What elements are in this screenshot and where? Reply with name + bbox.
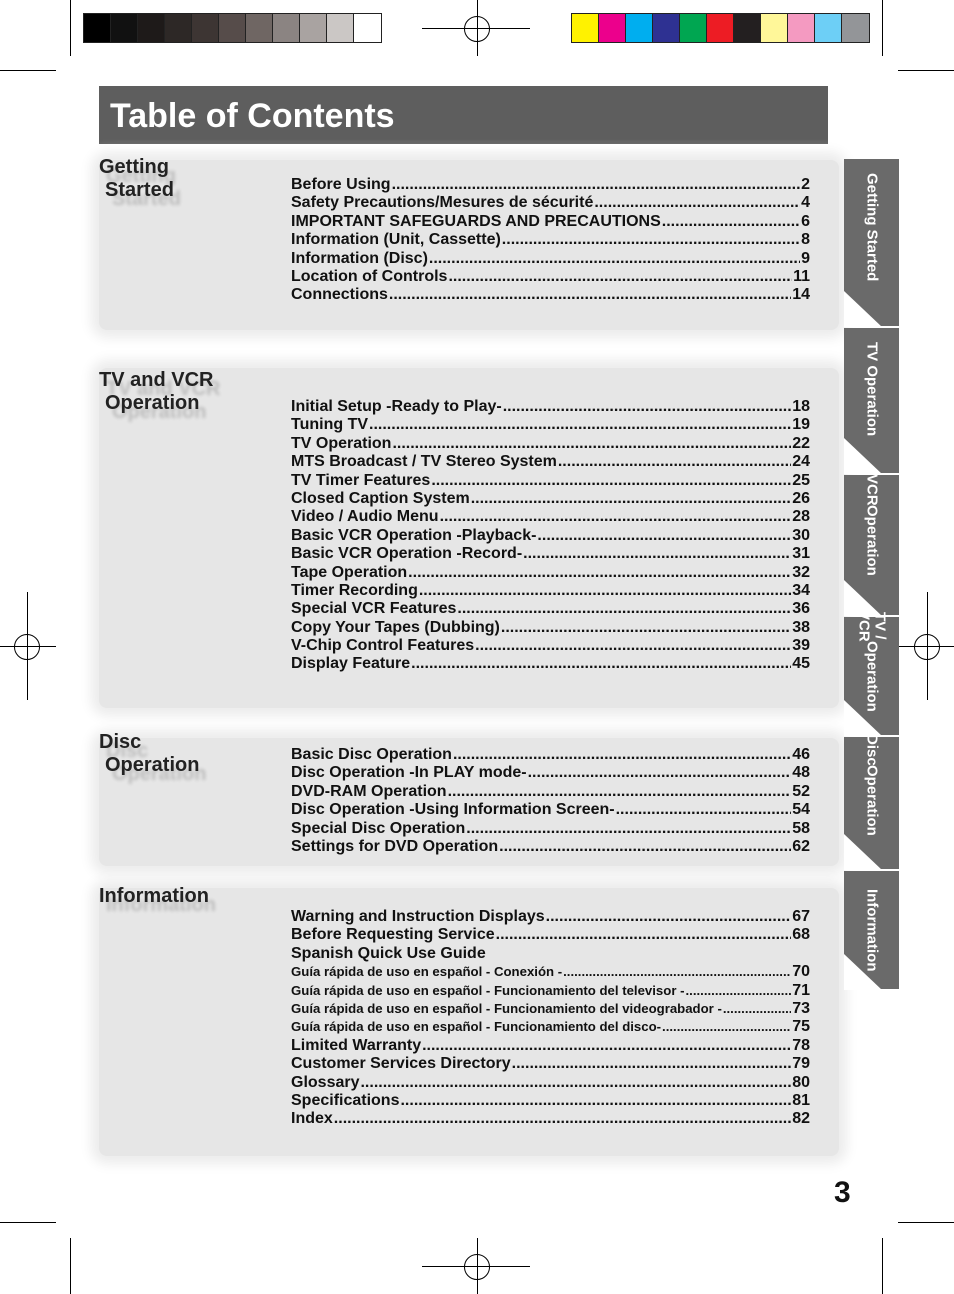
dot-leader	[457, 600, 791, 618]
toc-entry[interactable]	[291, 286, 810, 304]
toc-entry-label: IMPORTANT SAFEGUARDS AND PRECAUTIONS	[291, 212, 661, 230]
color-swatch	[707, 14, 734, 42]
toc-entry-page: 11	[793, 267, 810, 285]
toc-entry-page: 28	[792, 508, 810, 526]
dot-leader	[503, 398, 792, 416]
toc-entry-page: 67	[792, 908, 810, 925]
color-swatch	[165, 14, 192, 42]
section-title-tv-vcr-operation: TV and VCR Operation	[99, 369, 214, 414]
toc-entry-label: Guía rápida de uso en español - Funcionamiento del videograbador -	[291, 1000, 722, 1016]
toc-entry[interactable]	[291, 194, 810, 212]
crop-mark	[882, 1238, 883, 1294]
toc-entry-label: Copy Your Tapes (Dubbing)	[291, 618, 500, 636]
dot-leader	[411, 655, 791, 673]
toc-entry-label: Timer Recording	[291, 581, 418, 599]
color-swatch	[734, 14, 761, 42]
toc-entry-page: 9	[801, 249, 810, 267]
toc-entry-label: Before Requesting Service	[291, 926, 495, 944]
dot-leader	[616, 801, 792, 819]
toc-entry[interactable]	[291, 637, 810, 655]
dot-leader	[392, 176, 801, 194]
toc-entry-page: 32	[792, 563, 810, 581]
toc-list-disc-operation	[291, 746, 810, 856]
toc-entry-label: Closed Caption System	[291, 489, 470, 507]
color-swatch	[599, 14, 626, 42]
toc-entry-label: Information (Disc)	[291, 249, 428, 267]
toc-entry[interactable]	[291, 945, 810, 963]
color-swatch	[354, 14, 381, 42]
tab-getting-started[interactable]: Getting Started	[844, 159, 899, 326]
toc-entry-label: Display Feature	[291, 655, 411, 673]
crop-mark	[70, 1238, 71, 1294]
toc-entry-page: 71	[792, 981, 810, 999]
tab-tv-operation[interactable]: TV Operation	[844, 328, 899, 473]
toc-entry-label: Disc Operation -In PLAY mode-	[291, 764, 527, 782]
dot-leader	[392, 435, 791, 453]
toc-entry-page: 22	[792, 434, 810, 452]
toc-entry-page: 39	[792, 637, 810, 655]
toc-entry[interactable]	[291, 820, 810, 838]
toc-entry[interactable]	[291, 545, 810, 563]
dot-leader	[360, 1074, 791, 1092]
dot-leader	[662, 1018, 791, 1036]
dot-leader	[440, 508, 792, 526]
toc-entry-label: Special VCR Features	[291, 600, 457, 618]
toc-entry-label: Tuning TV	[291, 416, 369, 434]
section-title-information: Information	[99, 885, 209, 907]
toc-entry-page: 8	[801, 231, 810, 249]
dot-leader	[501, 619, 791, 637]
toc-entry[interactable]	[291, 908, 810, 926]
toc-entry[interactable]	[291, 838, 810, 856]
toc-list-information	[291, 908, 810, 1129]
toc-entry[interactable]	[291, 453, 810, 471]
color-swatch	[653, 14, 680, 42]
toc-entry[interactable]	[291, 176, 810, 194]
crop-mark	[898, 1222, 954, 1223]
crop-mark	[882, 0, 883, 56]
toc-entry-page: 34	[792, 581, 810, 599]
toc-entry-label: Tape Operation	[291, 563, 408, 581]
toc-entry[interactable]	[291, 1018, 810, 1036]
color-calibration-bar	[571, 13, 870, 43]
toc-entry-page: 58	[792, 819, 810, 837]
dot-leader	[389, 286, 791, 304]
tab-vcr-operation[interactable]: VCR Operation	[844, 475, 899, 615]
toc-entry[interactable]	[291, 801, 810, 819]
dot-leader	[537, 527, 791, 545]
grayscale-calibration-bar	[83, 13, 382, 43]
dot-leader	[499, 838, 791, 856]
toc-entry[interactable]	[291, 1092, 810, 1110]
toc-entry-page: 75	[792, 1018, 810, 1036]
toc-entry[interactable]	[291, 1110, 810, 1128]
dot-leader	[523, 545, 791, 563]
toc-entry[interactable]	[291, 1000, 810, 1018]
dot-leader	[502, 231, 800, 249]
toc-entry[interactable]	[291, 527, 810, 545]
color-swatch	[192, 14, 219, 42]
dot-leader	[369, 416, 791, 434]
toc-entry[interactable]	[291, 764, 810, 782]
toc-entry[interactable]	[291, 564, 810, 582]
toc-entry-label: Guía rápida de uso en español - Funcionamiento del televisor -	[291, 982, 685, 998]
toc-entry-page: 78	[792, 1036, 810, 1054]
color-swatch	[327, 14, 354, 42]
toc-entry-label: Basic VCR Operation -Playback-	[291, 526, 537, 544]
color-swatch	[626, 14, 653, 42]
toc-entry[interactable]	[291, 963, 810, 981]
toc-entry-label: Connections	[291, 286, 388, 304]
toc-entry-page: 26	[792, 489, 810, 507]
toc-entry-label: Basic VCR Operation -Record-	[291, 545, 523, 563]
dot-leader	[686, 982, 792, 1000]
toc-entry[interactable]	[291, 231, 810, 249]
toc-entry[interactable]	[291, 213, 810, 231]
toc-entry-label: Glossary	[291, 1073, 360, 1091]
toc-entry[interactable]	[291, 926, 810, 944]
toc-entry-label: Before Using	[291, 176, 391, 193]
toc-entry[interactable]	[291, 1037, 810, 1055]
tab-tv-vcr-operation[interactable]: TV / VCR Operation	[844, 617, 899, 735]
toc-entry-page: 6	[801, 212, 810, 230]
dot-leader	[453, 746, 791, 764]
toc-entry-label: Information (Unit, Cassette)	[291, 231, 501, 249]
toc-entry[interactable]	[291, 268, 810, 286]
color-swatch	[761, 14, 788, 42]
dot-leader	[723, 1000, 791, 1018]
toc-entry-label: Basic Disc Operation	[291, 746, 452, 763]
toc-entry[interactable]	[291, 1074, 810, 1092]
toc-entry-page: 54	[792, 801, 810, 819]
crop-mark	[0, 70, 56, 71]
crop-mark	[898, 70, 954, 71]
tab-information[interactable]: Information	[844, 871, 899, 989]
toc-entry[interactable]	[291, 655, 810, 673]
page-number: 3	[834, 1176, 851, 1209]
color-swatch	[219, 14, 246, 42]
toc-entry-page: 70	[792, 963, 810, 981]
color-swatch	[572, 14, 599, 42]
dot-leader	[594, 194, 800, 212]
toc-entry[interactable]	[291, 250, 810, 268]
toc-entry-page: 24	[792, 453, 810, 471]
dot-leader	[546, 908, 792, 926]
dot-leader	[419, 582, 791, 600]
dot-leader	[471, 490, 792, 508]
toc-entry[interactable]	[291, 435, 810, 453]
toc-entry-label: Safety Precautions/Mesures de sécurité	[291, 194, 594, 212]
toc-entry-page: 68	[792, 926, 810, 944]
toc-entry[interactable]	[291, 783, 810, 801]
toc-entry-page: 2	[801, 176, 810, 193]
dot-leader	[400, 1092, 791, 1110]
dot-leader	[408, 564, 791, 582]
dot-leader	[528, 764, 792, 782]
toc-entry-page: 4	[801, 194, 810, 212]
toc-entry-label: Warning and Instruction Displays	[291, 908, 545, 925]
dot-leader	[422, 1037, 791, 1055]
toc-entry-page: 46	[792, 746, 810, 763]
dot-leader	[448, 783, 792, 801]
toc-entry-label: Location of Controls	[291, 267, 448, 285]
toc-entry-label: Guía rápida de uso en español - Funcionamiento del disco-	[291, 1019, 662, 1035]
toc-entry-page: 81	[792, 1091, 810, 1109]
toc-entry-label: Video / Audio Menu	[291, 508, 439, 526]
toc-entry-page: 52	[792, 782, 810, 800]
toc-entry-label: TV Operation	[291, 434, 392, 452]
toc-entry-page: 48	[792, 764, 810, 782]
toc-entry-page: 36	[792, 600, 810, 618]
dot-leader	[512, 1055, 792, 1073]
toc-entry-page: 19	[792, 416, 810, 434]
color-swatch	[273, 14, 300, 42]
dot-leader	[448, 268, 792, 286]
toc-entry[interactable]	[291, 582, 810, 600]
toc-entry[interactable]	[291, 490, 810, 508]
toc-entry-page: 80	[792, 1073, 810, 1091]
toc-entry-page: 82	[792, 1110, 810, 1128]
dot-leader	[466, 820, 791, 838]
toc-entry[interactable]	[291, 416, 810, 434]
toc-entry-page: 62	[792, 837, 810, 855]
toc-entry-label: Spanish Quick Use Guide	[291, 944, 486, 962]
dot-leader	[662, 213, 800, 231]
toc-entry-label: Limited Warranty	[291, 1036, 422, 1054]
toc-entry-label: Disc Operation -Using Information Screen-	[291, 801, 615, 819]
toc-entry[interactable]	[291, 398, 810, 416]
color-swatch	[138, 14, 165, 42]
toc-entry-page: 38	[792, 618, 810, 636]
dot-leader	[563, 963, 791, 981]
toc-entry-label: Settings for DVD Operation	[291, 837, 499, 855]
color-swatch	[815, 14, 842, 42]
toc-entry-page: 14	[792, 286, 810, 304]
toc-list-tv-vcr-operation	[291, 398, 810, 674]
color-swatch	[842, 14, 869, 42]
toc-entry[interactable]	[291, 982, 810, 1000]
toc-entry[interactable]	[291, 508, 810, 526]
color-swatch	[84, 14, 111, 42]
toc-entry-label: TV Timer Features	[291, 471, 431, 489]
toc-entry-label: DVD-RAM Operation	[291, 782, 447, 800]
color-swatch	[246, 14, 273, 42]
toc-entry[interactable]	[291, 619, 810, 637]
toc-entry-page: 30	[792, 526, 810, 544]
toc-entry[interactable]	[291, 746, 810, 764]
dot-leader	[496, 926, 792, 944]
color-swatch	[111, 14, 138, 42]
toc-entry-label: Guía rápida de uso en español - Conexión -	[291, 964, 563, 980]
toc-list-getting-started	[291, 176, 810, 305]
toc-entry-page: 31	[792, 545, 810, 563]
toc-entry-page: 79	[792, 1055, 810, 1073]
toc-entry-label: Special Disc Operation	[291, 819, 466, 837]
toc-entry-label: MTS Broadcast / TV Stereo System	[291, 453, 557, 471]
toc-entry-label: Index	[291, 1110, 333, 1128]
color-swatch	[788, 14, 815, 42]
dot-leader	[475, 637, 791, 655]
toc-entry-label: Customer Services Directory	[291, 1055, 511, 1073]
dot-leader	[558, 453, 791, 471]
color-swatch	[680, 14, 707, 42]
toc-entry-label: V-Chip Control Features	[291, 637, 475, 655]
toc-entry[interactable]	[291, 472, 810, 490]
toc-entry-label: Specifications	[291, 1091, 400, 1109]
dot-leader	[431, 472, 791, 490]
color-swatch	[300, 14, 327, 42]
tab-disc-operation[interactable]: Disc Operation	[844, 737, 899, 869]
toc-entry-label: Initial Setup -Ready to Play-	[291, 398, 502, 415]
toc-entry-page: 45	[792, 655, 810, 673]
dot-leader	[429, 250, 800, 268]
toc-entry[interactable]	[291, 1055, 810, 1073]
toc-entry[interactable]	[291, 600, 810, 618]
dot-leader	[334, 1110, 791, 1128]
section-title-getting-started: Getting Started	[99, 156, 174, 201]
toc-entry-page: 25	[792, 471, 810, 489]
toc-entry-page: 18	[792, 398, 810, 415]
crop-mark	[70, 0, 71, 56]
toc-entry-page: 73	[792, 999, 810, 1017]
page-title: Table of Contents	[99, 86, 828, 144]
section-title-disc-operation: Disc Operation	[99, 731, 200, 776]
crop-mark	[0, 1222, 56, 1223]
